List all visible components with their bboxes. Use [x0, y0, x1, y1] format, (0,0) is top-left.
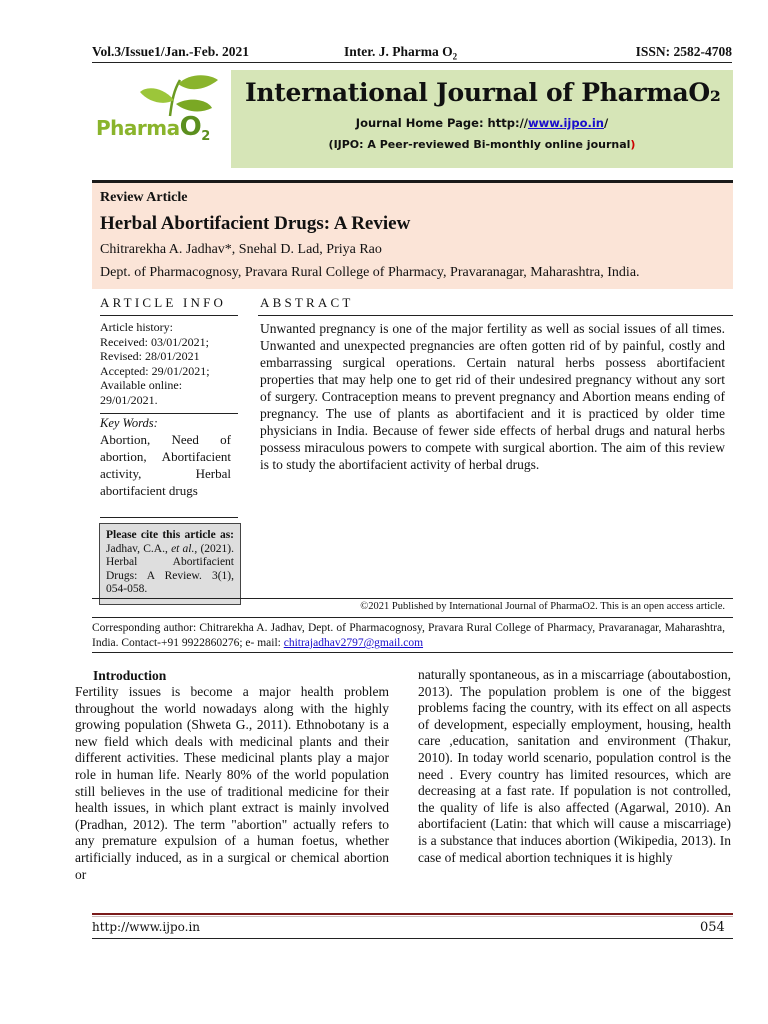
- journal-logo: [92, 70, 230, 168]
- volume-issue: Vol.3/Issue1/Jan.-Feb. 2021: [92, 44, 250, 59]
- keywords: Abortion, Need of abortion, Abortifacient activity, Herbal abortifacient drugs: [100, 432, 231, 498]
- journal-abbreviation: Inter. J. Pharma $O_2$: [344, 44, 458, 62]
- header-rule: [92, 62, 732, 63]
- article-title: Herbal Abortifacient Drugs: A Review: [100, 213, 411, 234]
- abstract-heading: ABSTRACT: [260, 295, 354, 310]
- body-column-right: naturally spontaneous, as in a miscarriage (aboutabostion, 2013). The population problem is one of the biggest problems facing the country, with its effect on all aspects of development, especially employment, housing, health care ,education, sanitation and environment (Thakur, 2010). In today world scenario, population control is the need . Every country has limited resources, which are decreasing at a fast rate. If population is not controlled, the quality of life is also affected (Agarwal, 2010). An abortifacient (Latin: that which will cause a miscarriage) is a substance that induces abortion (Wikipedia, 2013). In case of medical abortion techniques it is highly: [418, 667, 731, 865]
- article-authors: Chitrarekha A. Jadhav*, Snehal D. Lad, Priya Rao: [100, 242, 382, 257]
- keywords-label: Key Words:: [100, 416, 158, 430]
- corresponding-author: Corresponding author: Chitrarekha A. Jadhav, Dept. of Pharmacognosy, Pravara Rural College of Pharmacy, Pravaranagar, Maharashtra, India. Contact-+91 9922860276; e- mail: chitrajadhav2797@gmail.com: [92, 622, 725, 649]
- corresponding-rule: [92, 652, 733, 653]
- body-column-left: Fertility issues is become a major health problem throughout the world nowadays along with the highly growing population (Shweta G., 2011). Ethnobotany is a new field which deals with medicinal plants and their different activities. These medicinal plants play a major role in human life. Nearly 80% of the world population still believes in the use of traditional medicine for their health issues, in which plant extract is mainly involved (Pradhan, 2012). The term "abortion" actually refers to any premature expulsion of a human foetus, whether artificially induced, as in a surgical or chemical abortion or: [75, 684, 389, 882]
- article-header: [92, 180, 733, 289]
- info-rule: [100, 315, 238, 316]
- issn: ISSN: 2582-4708: [635, 44, 732, 59]
- journal-title: International Journal of PharmaO₂: [245, 78, 721, 107]
- footer-rule-light: [92, 916, 733, 917]
- footer-rule-bottom: [92, 938, 733, 939]
- abstract-text: Unwanted pregnancy is one of the major fertility as well as social issues of all times. Unwanted and unexpected pregnancies are often gotten rid of by painful, costly and embarrassing surgical operations. Certain natural herbs possess abortifacient properties that may help one to get rid of their undesired pregnancy without any sort of surgery. Contraception means to prevent pregnancy and Abortion means ending of pregnancy. The use of plants as abortifacient and it is practiced by older time physicians in India. Because of fewer side effects of herbal drugs and natural herbs possess miraculous powers to compete with surgical abortion. The aim of this review is to study the abortifacient activity of herbal drugs.: [260, 321, 725, 472]
- home-page-link[interactable]: www.ijpo.in: [527, 116, 604, 130]
- history-rule: [100, 413, 238, 414]
- abstract-rule: [258, 315, 733, 316]
- keywords-rule: [100, 517, 238, 518]
- page-number: 054: [700, 920, 725, 935]
- running-header: [92, 44, 732, 62]
- logo-wordmark: PharmaO$_2$: [96, 112, 210, 144]
- corresponding-email-link[interactable]: chitrajadhav2797@gmail.com: [283, 637, 424, 649]
- article-affiliation: Dept. of Pharmacognosy, Pravara Rural College of Pharmacy, Pravaranagar, Maharashtra, India.: [100, 265, 640, 280]
- copyright-notice: ©2021 Published by International Journal of PharmaO2. This is an open access article.: [360, 601, 725, 612]
- copyright-rule-bottom: [92, 617, 733, 618]
- copyright-rule-top: [92, 598, 733, 599]
- journal-subtitle: (IJPO: A Peer-reviewed Bi-monthly online journal): [328, 138, 636, 151]
- article-history: Article history: Received: 03/01/2021; Revised: 28/01/2021 Accepted: 29/01/2021; Available online: 29/01/2021.: [100, 320, 210, 407]
- citation-box: Please cite this article as: Jadhav, C.A., et al., (2021). Herbal Abortifacient Drugs: A Review. 3(1), 054-058.: [99, 523, 241, 605]
- footer-rule-dark: [92, 913, 733, 915]
- citation-label: Please cite this article as:: [106, 529, 234, 541]
- article-info-heading: ARTICLE INFO: [100, 295, 227, 310]
- footer-url[interactable]: http://www.ijpo.in: [92, 920, 201, 934]
- journal-home-page: Journal Home Page: http://www.ijpo.in/: [355, 116, 609, 130]
- introduction-heading: Introduction: [93, 668, 167, 683]
- article-type: Review Article: [100, 190, 188, 205]
- journal-masthead: [231, 70, 733, 168]
